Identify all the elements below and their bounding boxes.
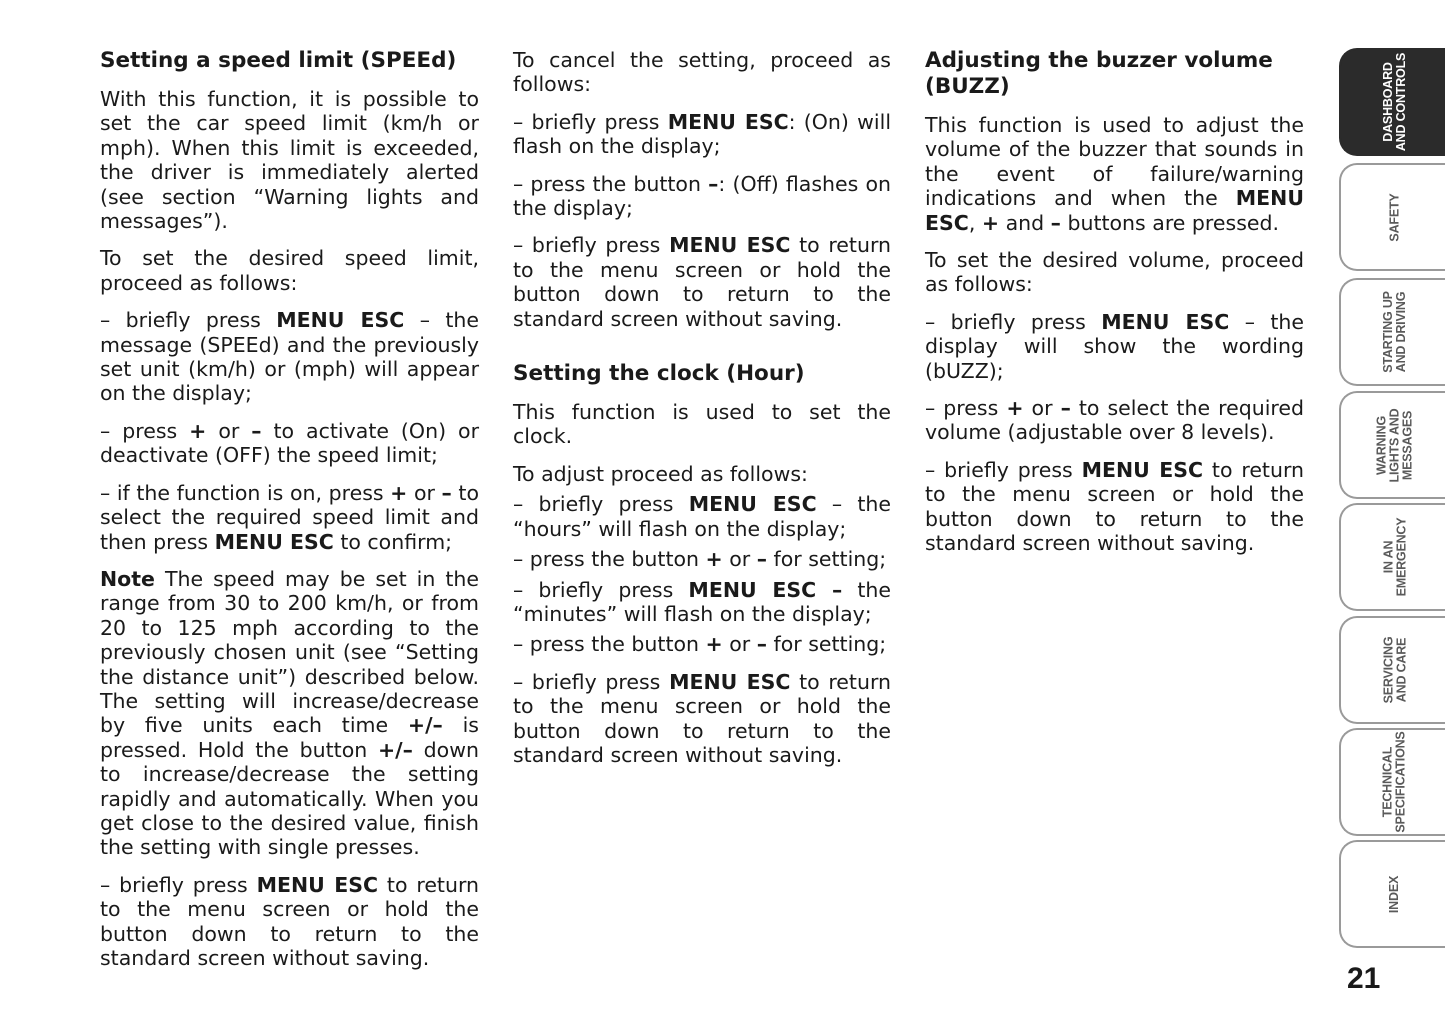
paragraph: This function is used to adjust the volume of the buzzer that sounds in the event of failure/warning indications and when the MENU ESC, + and – buttons are pressed. [925, 113, 1304, 235]
step-item: – briefly press MENU ESC: (On) will flash on the display; [513, 109, 892, 159]
tab-label: INDEX [1387, 875, 1402, 913]
key-label: MENU ESC [256, 872, 379, 897]
key-label: + [1006, 396, 1024, 421]
key-label: + [189, 418, 207, 443]
tab-technical-specifications[interactable] [1339, 728, 1445, 836]
tab-label: IN AN EMERGENCY [1381, 517, 1408, 597]
key-label: + [981, 210, 1000, 235]
tab-label: WARNING LIGHTS AND MESSAGES [1374, 408, 1415, 482]
page-number: 21 [1347, 962, 1381, 995]
tab-label: STARTING UP AND DRIVING [1380, 291, 1408, 373]
step-item: – briefly press MENU ESC to return to the menu screen or hold the button down to return to the standard screen without saving. [100, 872, 480, 970]
section-heading-buzzer: Adjusting the buzzer volume (BUZZ) [925, 48, 1273, 99]
key-label: – [756, 632, 767, 657]
column-3 [925, 48, 1304, 569]
step-item: – briefly press MENU ESC – the “hours” will flash on the display; [513, 492, 891, 541]
step-item: – press the button + or – for setting; [513, 547, 887, 572]
tab-warning-lights-and-messages[interactable] [1339, 391, 1445, 499]
key-label: MENU ESC [1081, 457, 1204, 482]
key-label: – [1050, 210, 1061, 235]
key-label: MENU ESC [214, 529, 334, 554]
paragraph: This function is used to set the clock. [513, 400, 891, 449]
tab-label: SERVICING AND CARE [1381, 636, 1408, 704]
note-label: Note [100, 566, 155, 591]
tab-index[interactable] [1339, 840, 1445, 948]
tab-label: TECHNICAL SPECIFICATIONS [1381, 731, 1408, 833]
step-item: – briefly press MENU ESC – the “minutes” will flash on the display; [513, 577, 891, 626]
tab-servicing-and-care[interactable] [1339, 616, 1445, 724]
step-item: – press + or – to activate (On) or deactivate (OFF) the speed limit; [100, 418, 480, 468]
tab-label: SAFETY [1387, 192, 1402, 242]
key-label: – [1060, 396, 1071, 421]
step-item: – briefly press MENU ESC to return to the menu screen or hold the button down to return to the standard screen without saving. [925, 457, 1305, 556]
key-label: MENU ESC [667, 109, 789, 134]
key-label: MENU ESC [688, 492, 817, 517]
key-label: + [705, 547, 723, 572]
column-2 [513, 48, 891, 780]
note-paragraph: Note The speed may be set in the range from 30 to 200 km/h, or from 20 to 125 mph according to the previously chosen unit (see “Setting the distance unit”) described below. The setting will increase/decrease by five units each time +/– is pressed. Hold the button +/– down to increase/decrease the setting rapidly and automatically. When you get close to the desired value, finish the setting with single presses. [100, 566, 479, 860]
key-label: – [251, 418, 262, 443]
key-label: MENU ESC – [688, 577, 843, 602]
key-label: MENU ESC [669, 233, 791, 258]
tab-in-an-emergency[interactable] [1339, 503, 1445, 611]
section-heading-clock: Setting the clock (Hour) [513, 361, 805, 387]
step-item: – briefly press MENU ESC – the message (SPEEd) and the previously set unit (km/h) or (mph) will appear on the display; [100, 308, 479, 406]
paragraph: To set the desired volume, proceed as follows: [925, 248, 1304, 297]
step-item: – press the button + or – for setting; [513, 632, 887, 657]
key-label: – [708, 171, 719, 196]
paragraph: To cancel the setting, proceed as follows: [513, 48, 891, 97]
paragraph: To set the desired speed limit, proceed as follows: [100, 246, 479, 295]
step-item: – briefly press MENU ESC – the display will show the wording (bUZZ); [925, 309, 1304, 383]
key-label: +/– [378, 737, 413, 762]
column-1 [100, 48, 479, 983]
key-label: + [705, 632, 723, 657]
tab-label: DASHBOARD AND CONTROLS [1380, 52, 1408, 152]
paragraph: With this function, it is possible to set the car speed limit (km/h or mph). When this limit is exceeded, the driver is immediately alerted (see section “Warning lights and messages”). [100, 87, 479, 234]
step-item: – if the function is on, press + or – to select the required speed limit and then press MENU ESC to confirm; [100, 480, 479, 554]
section-heading-speed-limit: Setting a speed limit (SPEEd) [100, 48, 457, 73]
step-item: – press the button –: (Off) flashes on the display; [513, 171, 891, 221]
tab-dashboard-and-controls[interactable] [1339, 48, 1445, 156]
key-label: MENU ESC [669, 669, 791, 694]
key-label: – [756, 547, 767, 572]
key-label: +/– [407, 713, 443, 738]
key-label: + [390, 480, 408, 505]
step-item: – press + or – to select the required volume (adjustable over 8 levels). [925, 396, 1305, 445]
step-item: – briefly press MENU ESC to return to the menu screen or hold the button down to return to the standard screen without saving. [513, 669, 892, 767]
key-label: – [441, 480, 452, 505]
step-item: – briefly press MENU ESC to return to the menu screen or hold the button down to return to the standard screen without saving. [513, 233, 892, 331]
tab-safety[interactable] [1339, 163, 1445, 271]
tab-starting-up-and-driving[interactable] [1339, 278, 1445, 386]
key-label: MENU ESC [1101, 309, 1230, 334]
key-label: MENU ESC [925, 186, 1304, 235]
paragraph: To adjust proceed as follows: [513, 461, 808, 486]
key-label: MENU ESC [276, 308, 405, 333]
